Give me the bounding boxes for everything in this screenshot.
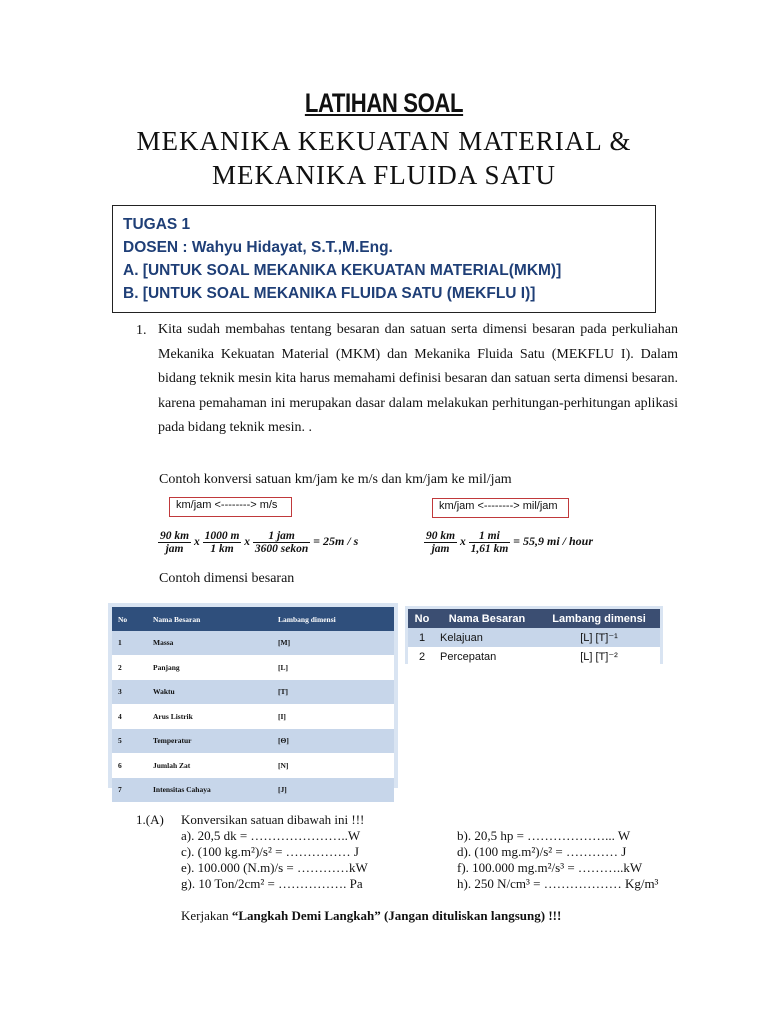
table-cell: [Θ] (272, 729, 394, 754)
section-a-label: A. [UNTUK SOAL MEKANIKA KEKUATAN MATERIAL(MKM)] (123, 262, 562, 279)
table-cell: Intensitas Cahaya (147, 778, 272, 803)
question-number: 1. (136, 323, 147, 338)
kerjakan-prefix: Kerjakan (181, 908, 232, 923)
fraction-denominator: 1 km (210, 543, 234, 555)
kerjakan-instruction (181, 908, 561, 924)
multiply-sign: x (459, 536, 466, 549)
table-cell: 2 (408, 647, 436, 666)
table-row (408, 628, 660, 647)
table-cell: 3 (112, 680, 147, 705)
table-cell: Jumlah Zat (147, 753, 272, 778)
title-latihan-soal: LATIHAN SOAL (304, 88, 464, 118)
table-cell: Arus Listrik (147, 704, 272, 729)
table-header: No (408, 609, 436, 628)
table-cell: [I] (272, 704, 394, 729)
fraction-numerator: 90 km (426, 530, 456, 542)
conversion-label-ms: km/jam <--------> m/s (169, 497, 292, 517)
table-row (112, 655, 394, 680)
table-cell: 1 (408, 628, 436, 647)
tugas-label: TUGAS 1 (123, 216, 191, 233)
table-cell: 1 (112, 631, 147, 655)
table-row (112, 729, 394, 754)
exercise-item-h: h). 250 N/cm³ = ……………… Kg/m³ (457, 876, 659, 891)
exercise-item-g: g). 10 Ton/2cm² = ……………. Pa (181, 876, 363, 891)
table-cell: [L] (272, 655, 394, 680)
table-header: Nama Besaran (436, 609, 538, 628)
section-b-label: B. [UNTUK SOAL MEKANIKA FLUIDA SATU (MEKFLU I)] (123, 285, 536, 302)
contoh-dimensi-label: Contoh dimensi besaran (159, 571, 295, 586)
conversion-equation-mil (424, 530, 593, 555)
title-line-1: MEKANIKA KEKUATAN MATERIAL & (136, 126, 632, 156)
exercise-heading: Konversikan satuan dibawah ini !!! (181, 812, 365, 827)
exercise-item-c: c). (100 kg.m²)/s² = …………… J (181, 844, 359, 859)
table-cell: Kelajuan (436, 628, 538, 647)
exercise-item-a: a). 20,5 dk = …………………..W (181, 828, 361, 843)
paragraph-line: karena pemahaman ini merupakan dasar dalam melakukan perhitungan-perhitungan aplikasi (158, 395, 678, 411)
table-cell: 5 (112, 729, 147, 754)
derived-dimension-table (405, 606, 663, 664)
table-row (112, 631, 394, 655)
conversion-result: = 55,9 mi / hour (513, 534, 594, 549)
contoh-konversi-label: Contoh konversi satuan km/jam ke m/s dan km/jam ke mil/jam (159, 472, 512, 487)
table-row (112, 704, 394, 729)
table-cell: Waktu (147, 680, 272, 705)
paragraph-line: pada bidang teknik mesin. . (158, 420, 312, 435)
table-cell: [M] (272, 631, 394, 655)
table-header: No (112, 607, 147, 631)
question-paragraph (158, 318, 678, 441)
title-line-2: MEKANIKA FLUIDA SATU (211, 160, 556, 190)
table-cell: [J] (272, 778, 394, 803)
fraction-denominator: jam (431, 543, 450, 555)
exercise-item-b: b). 20,5 hp = ………………... W (457, 828, 631, 843)
table-cell: 6 (112, 753, 147, 778)
multiply-sign: x (193, 536, 200, 549)
table-header: Lambang dimensi (272, 607, 394, 631)
table-cell: [L] [T]⁻² (538, 647, 660, 666)
fraction-numerator: 1 mi (469, 530, 511, 543)
exercise-item-d: d). (100 mg.m²)/s² = ………… J (457, 844, 627, 859)
table-cell: 4 (112, 704, 147, 729)
table-cell: [L] [T]⁻¹ (538, 628, 660, 647)
exercise-item-f: f). 100.000 mg.m²/s³ = ………..kW (457, 860, 643, 875)
dosen-label: DOSEN : Wahyu Hidayat, S.T.,M.Eng. (123, 239, 393, 256)
kerjakan-emphasis: “Langkah Demi Langkah” (Jangan dituliskan langsung) !!! (231, 908, 562, 923)
base-dimension-table (108, 603, 398, 795)
fraction-numerator: 1 jam (253, 530, 310, 543)
fraction-numerator: 90 km (160, 530, 190, 542)
table-row (112, 778, 394, 803)
assignment-info-box (112, 205, 656, 313)
table-cell: 2 (112, 655, 147, 680)
table-cell: Percepatan (436, 647, 538, 666)
table-cell: Panjang (147, 655, 272, 680)
conversion-result: = 25m / s (313, 534, 359, 549)
table-header: Nama Besaran (147, 607, 272, 631)
paragraph-line: Mekanika Kekuatan Material (MKM) dan Mekanika Fluida Satu (MEKFLU I). Dalam (158, 346, 678, 362)
table-row (112, 753, 394, 778)
table-cell: [N] (272, 753, 394, 778)
table-row (408, 647, 660, 666)
table-cell: Temperatur (147, 729, 272, 754)
conversion-equation-ms (158, 530, 358, 555)
fraction-denominator: 3600 sekon (254, 543, 309, 555)
table-cell: [T] (272, 680, 394, 705)
conversion-label-mil: km/jam <--------> mil/jam (432, 498, 569, 518)
exercise-item-e: e). 100.000 (N.m)/s = …………kW (181, 860, 368, 875)
paragraph-line: Kita sudah membahas tentang besaran dan satuan serta dimensi besaran pada perkuliahan (158, 322, 678, 337)
table-header: Lambang dimensi (538, 609, 660, 628)
fraction-denominator: jam (165, 543, 184, 555)
paragraph-line: bidang teknik mesin kita harus memahami definisi besaran dan satuan serta dimensi besaran. (158, 371, 678, 386)
fraction-denominator: 1,61 km (470, 543, 509, 555)
exercise-label: 1.(A) (136, 812, 164, 827)
multiply-sign: x (244, 536, 251, 549)
fraction-numerator: 1000 m (204, 530, 240, 542)
table-cell: 7 (112, 778, 147, 803)
table-row (112, 680, 394, 705)
table-cell: Massa (147, 631, 272, 655)
